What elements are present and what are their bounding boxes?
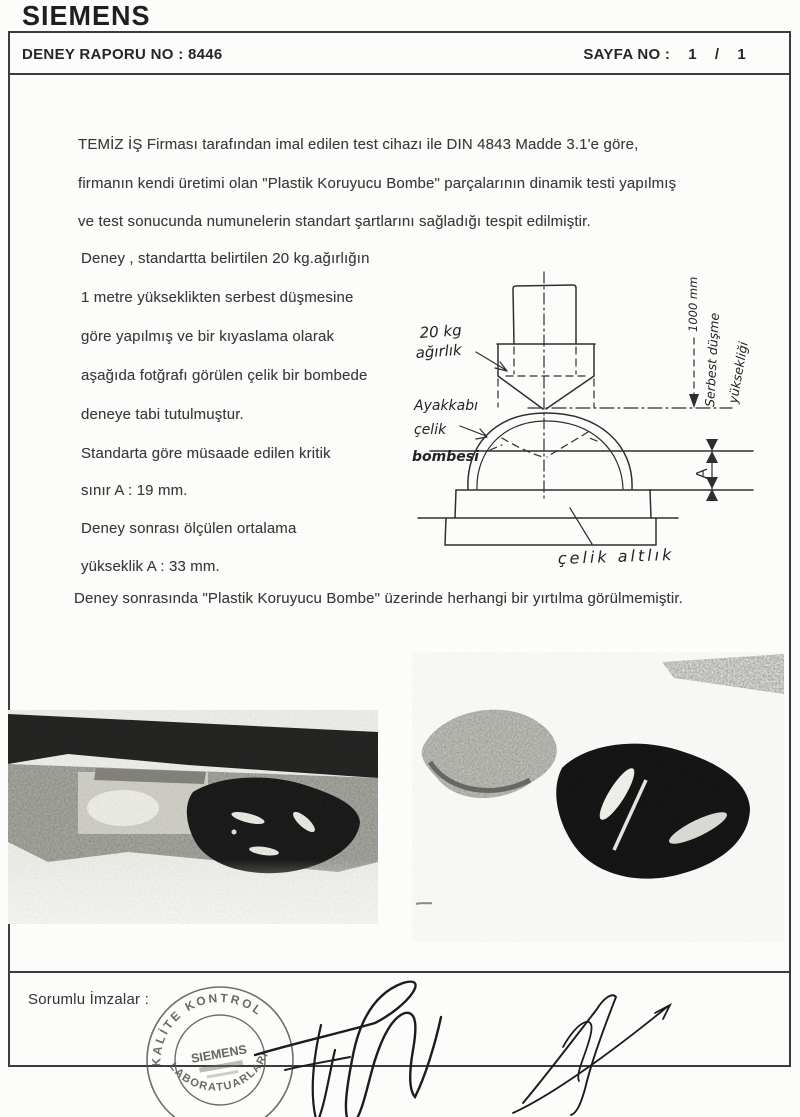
page-number — [583, 46, 746, 63]
photo-grain — [412, 652, 784, 942]
detail-line: deneye tabi tutulmuştur. — [81, 406, 244, 423]
report-number-label: DENEY RAPORU NO : 8446 — [22, 46, 223, 63]
intro-line: firmanın kendi üretimi olan "Plastik Koruyucu Bombe" parçalarının dinamik testi yapılmış — [78, 175, 677, 192]
siemens-logo: SIEMENS — [22, 0, 151, 32]
dim-a-arrow — [706, 489, 718, 501]
detail-line: Standarta göre müsaade edilen kritik — [81, 445, 331, 462]
closing-line: Deney sonrasında "Plastik Koruyucu Bombe" üzerinde herhangi bir yırtılma görülmemiştir. — [74, 590, 683, 607]
dim-a-arrow — [706, 439, 718, 451]
drop-height-label: Serbest düşme — [702, 312, 722, 408]
detail-line: Deney , standartta belirtilen 20 kg.ağırlığın — [81, 250, 370, 267]
intro-line: TEMİZ İŞ Firması tarafından imal edilen test cihazı ile DIN 4843 Madde 3.1'e göre, — [78, 136, 639, 153]
striker-wedge-shape — [498, 376, 594, 409]
stamp-center-text: SIEMENS — [190, 1042, 248, 1066]
base-label: çelik altlık — [557, 544, 675, 568]
toecap-inner-shape — [477, 421, 623, 489]
detail-line: aşağıda fotğrafı görülen çelik bir bombede — [81, 367, 368, 384]
wedge-extension-dashes — [498, 379, 594, 407]
page-total: 1 — [737, 46, 746, 63]
weight-hidden-lines — [506, 347, 587, 376]
weight-block-shape — [497, 344, 595, 376]
stamp-arc-top-text: KALİTE KONTROL — [149, 990, 266, 1067]
dim-a-arrow — [706, 451, 718, 463]
photo-toecaps — [412, 652, 784, 942]
drop-height-arrowhead — [689, 394, 699, 408]
responsible-signatures-label: Sorumlu İmzalar : — [28, 991, 149, 1008]
page-number-label: SAYFA NO : — [583, 46, 671, 63]
signature-1 — [225, 965, 455, 1117]
detail-line: 1 metre yükseklikten serbest düşmesine — [81, 289, 354, 306]
detail-line: sınır A : 19 mm. — [81, 482, 188, 499]
stamp-arc-bottom-text: LABORATUARLARI — [166, 1049, 272, 1094]
report-header — [8, 31, 791, 75]
weight-leader-arrow — [476, 352, 507, 371]
page-separator: / — [714, 46, 720, 63]
detail-line: göre yapılmış ve bir kıyaslama olarak — [81, 328, 335, 345]
detail-line: yükseklik A : 33 mm. — [81, 558, 220, 575]
detail-line: Deney sonrası ölçülen ortalama — [81, 520, 297, 537]
drop-height-label: 1000 mm — [686, 276, 700, 332]
base-slab-shape — [418, 490, 678, 545]
photo-grain — [8, 710, 378, 924]
toecap-label: bombesi — [412, 449, 479, 465]
weight-label: ağırlık — [415, 340, 463, 362]
photo-test-machine — [8, 710, 378, 924]
dimension-a-letter: A — [694, 468, 711, 479]
toecap-label: çelik — [414, 422, 447, 438]
weight-label: 20 kg — [419, 321, 463, 342]
intro-line: ve test sonucunda numunelerin standart şartlarını sağladığı tespit edilmiştir. — [78, 213, 591, 230]
drop-height-label: yüksekliği — [725, 340, 751, 405]
base-leader-line — [570, 508, 592, 544]
page-current: 1 — [688, 46, 697, 63]
signature-2 — [505, 985, 680, 1117]
test-rig-sketch — [410, 268, 792, 578]
toecap-leader-arrow — [460, 426, 487, 439]
toecap-label: Ayakkabı — [414, 398, 479, 414]
